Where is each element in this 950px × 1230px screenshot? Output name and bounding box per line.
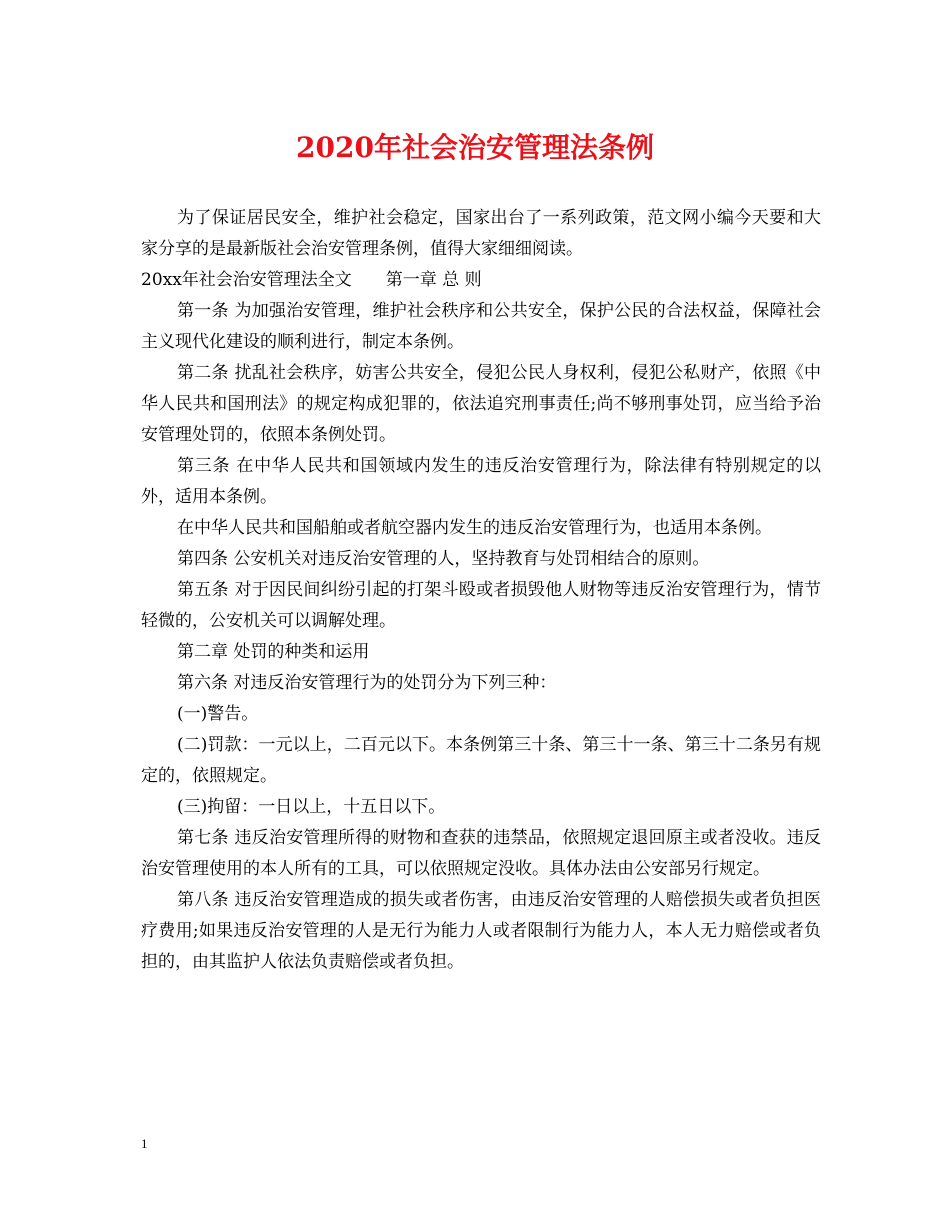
paragraph-article-6: 第六条 对违反治安管理行为的处罚分为下列三种： (177, 673, 557, 693)
paragraph-penalty-detention: (三)拘留：一日以上，十五日以下。 (177, 797, 446, 817)
paragraph-article-3: 第三条 在中华人民共和国领域内发生的违反治安管理行为，除法律有特别规定的以外，适用本条例。 (141, 456, 821, 507)
paragraph-article-8: 第八条 违反治安管理造成的损失或者伤害，由违反治安管理的人赔偿损失或者负担医疗费用;如果违反治安管理的人是无行为能力人或者限制行为能力人，本人无力赔偿或者负担的，由其监护人依法负责赔偿或者负担。 (141, 890, 821, 972)
paragraph-intro: 为了保证居民安全，维护社会稳定，国家出台了一系列政策，范文网小编今天要和大家分享的是最新版社会治安管理条例，值得大家细细阅读。 (141, 208, 821, 259)
paragraph-article-5: 第五条 对于因民间纠纷引起的打架斗殴或者损毁他人财物等违反治安管理行为，情节轻微的，公安机关可以调解处理。 (141, 580, 821, 631)
document-title: 2020年社会治安管理法条例 (296, 131, 654, 164)
document-body (141, 203, 821, 978)
page-number: 1 (141, 1136, 148, 1151)
paragraph-chapter-two-heading: 第二章 处罚的种类和运用 (177, 642, 370, 662)
paragraph-article-3-continued: 在中华人民共和国船舶或者航空器内发生的违反治安管理行为，也适用本条例。 (177, 518, 772, 538)
paragraph-chapter-one-heading: 20xx年社会治安管理法全文 第一章 总 则 (141, 270, 482, 290)
paragraph-article-1: 第一条 为加强治安管理，维护社会秩序和公共安全，保护公民的合法权益，保障社会主义现代化建设的顺利进行，制定本条例。 (141, 301, 821, 352)
paragraph-article-2: 第二条 扰乱社会秩序，妨害公共安全，侵犯公民人身权利，侵犯公私财产，依照《中华人民共和国刑法》的规定构成犯罪的，依法追究刑事责任;尚不够刑事处罚，应当给予治安管理处罚的，依照本条例处罚。 (141, 363, 821, 445)
paragraph-article-4: 第四条 公安机关对违反治安管理的人，坚持教育与处罚相结合的原则。 (177, 549, 710, 569)
paragraph-penalty-warning: (一)警告。 (177, 704, 259, 724)
paragraph-penalty-fine: (二)罚款：一元以上，二百元以下。本条例第三十条、第三十一条、第三十二条另有规定的，依照规定。 (141, 735, 821, 786)
paragraph-article-7: 第七条 违反治安管理所得的财物和查获的违禁品，依照规定退回原主或者没收。违反治安管理使用的本人所有的工具，可以依照规定没收。具体办法由公安部另行规定。 (141, 828, 821, 879)
